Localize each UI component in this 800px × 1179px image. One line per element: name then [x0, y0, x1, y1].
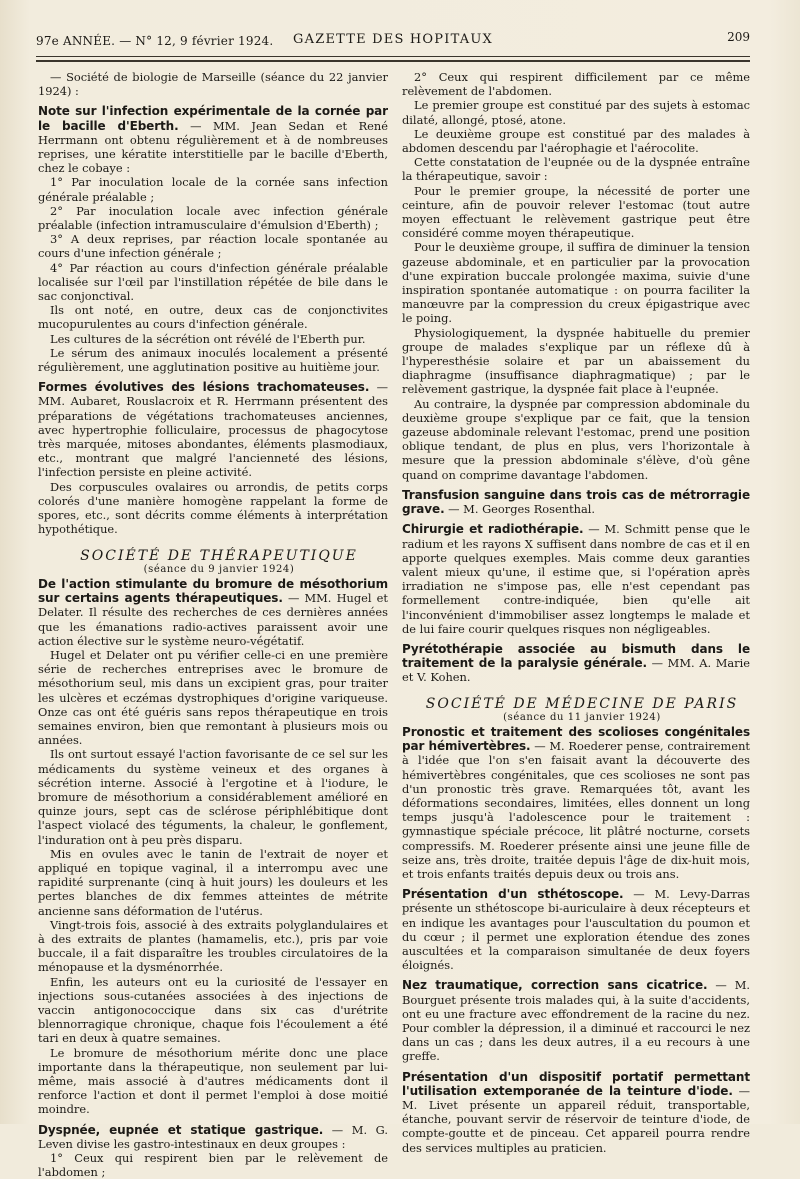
article-cornee	[38, 104, 388, 175]
paragraph: Mis en ovules avec le tanin de l'extrait de noyer et appliqué en topique vaginal, il a interrompu avec une rapidité surprenante (cinq à huit jours) les douleurs et les pertes blanches de dix femmes atteintes de métrite ancienne sans déformation de l'utérus.	[38, 846, 388, 918]
section-title: SOCIÉTÉ DE MÉDECINE DE PARIS	[425, 695, 739, 712]
article-title: Présentation d'un sthétoscope.	[402, 887, 624, 902]
paragraph: Cette constatation de l'eupnée ou de la dyspnée entraîne la thérapeutique, savoir :	[402, 155, 750, 184]
paragraph: Au contraire, la dyspnée par compression abdominale du deuxième groupe s'explique par ce fait, que la tension gazeuse abdominale relevant l'estomac, prend une position oblique tendant, de plus en plus, vers l'horizontale à mesure que la pression abdominale s'élève, d'où gêne quand on comprime davantage l'abdomen.	[402, 396, 750, 482]
article-body: — MM. A. Marie et V. Kohen.	[402, 656, 750, 685]
paragraph: Le bromure de mésothorium mérite donc une place importante dans la thérapeutique, non seulement par lui-même, mais associé à d'autres médicaments dont il renforce l'action et dont il permet l'emploi à dose moitié moindre.	[38, 1045, 388, 1117]
journal-title: GAZETTE DES HOPITAUX	[293, 32, 493, 47]
article-body: — MM. Aubaret, Rouslacroix et R. Herrmann présentent des préparations de végétations trachomateuses anciennes, avec hypertrophie folliculaire, processus de phagocytose très marquée, mitoses abondantes, éléments plasmodiaux, etc., montrant que malgré l'ancienneté des lésions, l'infection persiste en pleine activité.	[38, 380, 388, 480]
article-body: — M. Roederer pense, contrairement à l'idée que l'on s'en faisait avant la découverte des hémivertèbres congénitales, que ces scolioses ne sont pas d'un pronostic très grave. Remarquées tôt, avant les déformations secondaires, limitées, elles donnent un long temps jusqu'à l'adolescence pour le traitement : gymnastique spéciale précoce, lit plâtré nocturne, corsets compressifs. M. Roederer présente ainsi une jeune fille de seize ans, très droite, traitée depuis l'âge de dix-huit mois, et trois enfants traités depuis deux ou trois ans.	[402, 739, 750, 881]
paragraph: Ils ont surtout essayé l'action favorisante de ce sel sur les médicaments du système veineux et des organes à sécrétion interne. Associé à l'ergotine et à l'iodure, le bromure de mésothorium a considérablement amélioré en quinze jours, sept cas de sclérose périphlébitique dont l'aspect violacé des téguments, la chaleur, le gonflement, l'induration ont à peu près disparu.	[38, 747, 388, 847]
section-date: (séance du 11 janvier 1924)	[503, 711, 661, 723]
section-date: (séance du 9 janvier 1924)	[143, 563, 295, 575]
paragraph: Le premier groupe est constitué par des sujets à estomac dilaté, allongé, ptosé, atone.	[402, 98, 750, 127]
paragraph: Pour le deuxième groupe, il suffira de diminuer la tension gazeuse abdominale, et en particulier par la provocation d'une expiration buccale prolongée maxima, suivie d'une inspiration spontanée automatique : on pourra faciliter la manœuvre par la compression du creux épigastrique avec le poing.	[402, 240, 750, 326]
article-title: Transfusion sanguine dans trois cas de métrorragie grave.	[402, 487, 750, 517]
article-intro: — Société de biologie de Marseille (séance du 22 janvier 1924) :	[38, 70, 388, 99]
header-rule-thin	[36, 56, 750, 57]
page-number: 209	[727, 30, 750, 44]
article-title: Pyrétothérapie associée au bismuth dans le traitement de la paralysie générale.	[402, 641, 750, 671]
paragraph: Vingt-trois fois, associé à des extraits polyglandulaires et à des extraits de plantes (hamamelis, etc.), pris par voie buccale, il a fait disparaître les troubles circulatoires de la ménopause et la dysménorrhée.	[38, 917, 388, 975]
paragraph: Le sérum des animaux inoculés localement a présenté régulièrement, une agglutination positive au huitième jour.	[38, 345, 388, 375]
list-item: 2° Par inoculation locale avec infection générale préalable (infection intramusculaire d'émulsion d'Eberth) ;	[38, 203, 388, 233]
article-title: Présentation d'un dispositif portatif permettant l'utilisation extemporanée de la teinture d'iode.	[402, 1069, 750, 1098]
article-scolioses	[402, 725, 750, 881]
article-body: — M. Levy-Darras présente un sthétoscope bi-auriculaire à deux récepteurs et en indique les avantages pour l'auscultation du poumon et du cœur ; il permet une exploration étendue des zones auscultées et la comparaison simultanée de deux foyers éloignés.	[402, 887, 750, 973]
article-chirurgie	[402, 522, 750, 636]
article-title: Note sur l'infection expérimentale de la cornée par le bacille d'Eberth.	[38, 104, 388, 133]
paragraph: Le deuxième groupe est constitué par des malades à abdomen descendu par l'aérophagie et l'aérocolite.	[402, 126, 750, 156]
list-item: 1° Par inoculation locale de la cornée sans infection générale préalable ;	[38, 175, 388, 204]
article-title: Nez traumatique, correction sans cicatrice.	[402, 978, 708, 993]
list-item: 3° A deux reprises, par réaction locale spontanée au cours d'une infection générale ;	[38, 232, 388, 261]
paragraph: Enfin, les auteurs ont eu la curiosité de l'essayer en injections sous-cutanées associées à des injections de vaccin antigonococcique dans six cas d'urétrite blennorragique chronique, chaque fois l'écoulement a été tari en deux à quatre semaines.	[38, 974, 388, 1046]
list-item: 1° Ceux qui respirent bien par le relèvement de l'abdomen ;	[38, 1151, 388, 1179]
article-title: Pronostic et traitement des scolioses congénitales par hémivertèbres.	[402, 724, 750, 754]
article-nez	[402, 978, 750, 1063]
paragraph: Ils ont noté, en outre, deux cas de conjonctivites mucopurulentes au cours d'infection générale.	[38, 303, 388, 332]
article-title: De l'action stimulante du bromure de mésothorium sur certains agents thérapeutiques.	[38, 576, 388, 606]
right-column	[402, 70, 751, 1155]
article-body: — M. Bourguet présente trois malades qui, à la suite d'accidents, ont eu une fracture avec effondrement de la racine du nez. Pour combler la dépression, il a diminué et raccourci le nez dans un cas ; dans les deux autres, il a eu recours à une greffe.	[402, 978, 750, 1064]
article-title: Dyspnée, eupnée et statique gastrique.	[38, 1122, 324, 1137]
paragraph: Physiologiquement, la dyspnée habituelle du premier groupe de malades s'explique par un réflexe dû à l'hyperesthésie solaire et par un abaissement du diaphragme (insuffisance diaphragmatique) ; par le relèvement gastrique, la dyspnée fait place à l'eupnée.	[402, 325, 750, 397]
paragraph: Pour le premier groupe, la nécessité de porter une ceinture, afin de pouvoir relever l'estomac (tout autre moyen effectuant le relèvement gastrique peut être considéré comme moyen thérapeutique.	[402, 183, 750, 241]
article-title: Chirurgie et radiothérapie.	[402, 522, 584, 537]
header-rule-thick	[36, 60, 750, 62]
article-dyspnee	[38, 1123, 388, 1151]
left-column	[38, 70, 388, 1179]
paragraph: Hugel et Delater ont pu vérifier celle-ci en une première série de recherches entreprises avec le bromure de mésothorium seul, mis dans un excipient gras, pour traiter les ulcères et eczémas dystrophiques d'origine variqueuse. Onze cas ont été guéris sans repos thérapeutique en trois semaines environ, bien que remontant à plusieurs mois ou années.	[38, 647, 388, 748]
article-sthetoscope	[402, 887, 750, 972]
article-title: Formes évolutives des lésions trachomateuses.	[38, 380, 370, 395]
paragraph: Les cultures de la sécrétion ont révélé de l'Eberth pur.	[50, 331, 366, 346]
article-body: — M. Livet présente un appareil réduit, transportable, étanche, pouvant servir de réservoir de teinture d'iode, de compte-goutte et de pinceau. Cet appareil pourra rendre des services multiples au praticien.	[402, 1083, 751, 1155]
page-header	[36, 30, 750, 52]
article-transfusion	[402, 488, 750, 516]
list-item: 2° Ceux qui respirent difficilement par ce même relèvement de l'abdomen.	[402, 70, 750, 99]
article-body: — M. Georges Rosenthal.	[444, 502, 596, 517]
article-body: — M. G. Leven divise les gastro-intestinaux en deux groupes :	[38, 1122, 388, 1151]
article-body: — MM. Jean Sedan et René Herrmann ont obtenu régulièrement et à de nombreuses reprises, une kératite interstitielle par le bacille d'Eberth, chez le cobaye :	[38, 118, 388, 176]
section-title: SOCIÉTÉ DE THÉRAPEUTIQUE	[80, 547, 358, 564]
article-iode	[402, 1070, 750, 1155]
article-body: — M. Schmitt pense que le radium et les rayons X suffisent dans nombre de cas et il en apporte quelques exemples. Mais comme deux garanties valent mieux qu'une, il estime que, si l'opération après irradiation ne s'impose pas, elle n'est cependant pas formellement contre-indiquée, bien qu'elle ait l'inconvénient d'immobiliser assez longtemps le malade et de lui faire courir quelques risques non négligeables.	[402, 522, 750, 636]
article-trachome	[38, 380, 388, 479]
paragraph: Des corpuscules ovalaires ou arrondis, de petits corps colorés d'une manière homogène rappelant la forme de spores, etc., sont décrits comme éléments à interprétation hypothétique.	[38, 479, 388, 537]
issue-info: 97e ANNÉE. — N° 12, 9 février 1924.	[36, 34, 274, 48]
list-item: 4° Par réaction au cours d'infection générale préalable localisée sur l'œil par l'instillation répétée de bile dans le sac conjonctival.	[38, 260, 388, 304]
article-mesothorium	[38, 577, 388, 648]
article-pyretotherapie	[402, 642, 750, 685]
article-body: — MM. Hugel et Delater. Il résulte des recherches de ces dernières années que les émanations radio-actives paraissent avoir une action élective sur le système neuro-végétatif.	[38, 591, 388, 648]
